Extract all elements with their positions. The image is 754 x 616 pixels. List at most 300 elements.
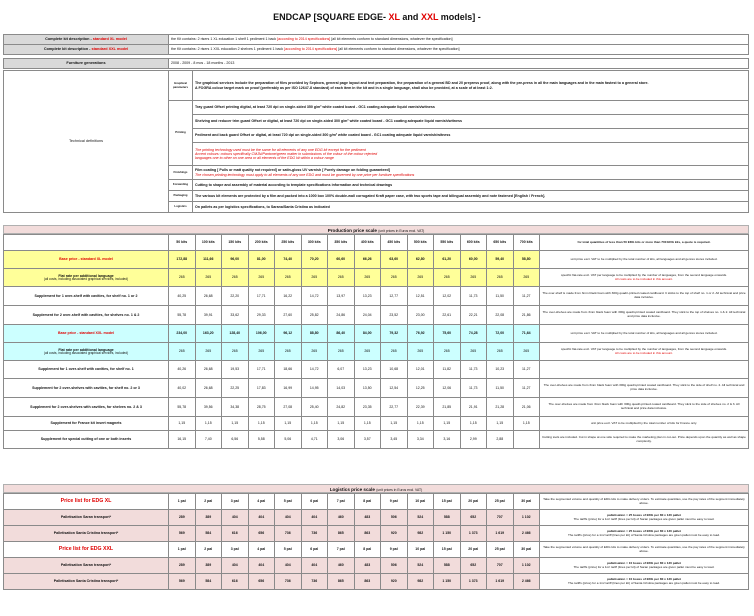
production-price-cell: 1,15 <box>195 417 222 431</box>
production-column-header: 100 kits <box>195 235 222 251</box>
production-column-header: 550 kits <box>434 235 461 251</box>
production-price-cell: 22,61 <box>434 306 461 325</box>
logistics-column-header: 20 pal <box>460 494 487 510</box>
production-price-cell: 3,57 <box>354 431 381 449</box>
production-price-cell: 70,20 <box>301 251 328 269</box>
logistics-price-cell: 2 466 <box>513 574 540 590</box>
production-row <box>4 343 749 361</box>
production-price-cell: 265 <box>222 269 249 287</box>
production-price-cell: 1,15 <box>354 417 381 431</box>
logistics-column-header: 3 pal <box>222 542 249 558</box>
logistics-price-cell: 584 <box>195 574 222 590</box>
production-price-cell: 172,88 <box>169 251 196 269</box>
production-price-cell: 22,20 <box>222 287 249 306</box>
production-price-cell: 25,40 <box>301 398 328 417</box>
production-price-cell: 22,21 <box>460 306 487 325</box>
production-price-cell: 81,00 <box>248 251 275 269</box>
production-price-cell: 11,50 <box>487 379 514 398</box>
production-price-cell: 19,53 <box>222 361 249 379</box>
production-price-cell: 11,27 <box>513 287 540 306</box>
logistics-price-cell: 404 <box>222 558 249 574</box>
kit-description-table <box>3 34 749 69</box>
production-price-cell: 265 <box>195 269 222 287</box>
production-price-cell: 96,00 <box>222 251 249 269</box>
production-price-cell: 265 <box>275 269 302 287</box>
technical-definitions-table <box>3 70 749 213</box>
logistics-column-header: 7 pal <box>328 494 355 510</box>
production-price-cell: 74,28 <box>460 325 487 343</box>
logistics-row-label: Palletisation Saran transport* <box>4 558 169 574</box>
logistics-price-cell: 584 <box>195 526 222 542</box>
logistics-label: Logistics <box>169 202 193 213</box>
logistics-price-header <box>3 484 749 493</box>
logistics-row-note: palletisation = 10 boxes of EDG per 80 x 120 pallet The tariffs (price) for a 1m² tariff (lines per kit) of Santa Cristina packages are given pallet must be easy to load. <box>540 574 749 590</box>
production-row <box>4 269 749 287</box>
page-title <box>0 6 754 28</box>
production-row <box>4 361 749 379</box>
technical-definitions-label: Technical definitions <box>4 71 169 213</box>
logistics-price-band <box>3 484 749 590</box>
logistics-price-cell: 289 <box>169 558 196 574</box>
production-price-cell: 55,78 <box>169 398 196 417</box>
logistics-price-cell: 389 <box>195 510 222 526</box>
production-column-header: 300 kits <box>301 235 328 251</box>
logistics-price-cell: 736 <box>301 526 328 542</box>
production-price-cell: 17,83 <box>248 379 275 398</box>
production-price-cell: 265 <box>434 269 461 287</box>
production-column-header: 400 kits <box>354 235 381 251</box>
production-price-cell: 163,20 <box>195 325 222 343</box>
production-price-cell: 12,51 <box>407 287 434 306</box>
production-row-note: specific flat-rate excl. VAT per language to be multiplied by the number of languages, from the second language onwards. All costs are to be included in this amount. <box>540 269 749 287</box>
graphic-text-2: A FOGRA colour target mark on proof (preferably as per ISO 12647-8 standard) of each item in the kit and in a single language, shall also be provided, at a scale of at least 1:2. <box>195 86 493 90</box>
production-row <box>4 417 749 431</box>
production-price-cell: 13,23 <box>354 361 381 379</box>
production-price-cell: 60,60 <box>328 251 355 269</box>
production-price-cell: 75,60 <box>434 325 461 343</box>
production-price-cell: 265 <box>248 343 275 361</box>
title-suffix: models] - <box>440 12 481 22</box>
production-price-cell: 12,06 <box>434 379 461 398</box>
production-price-cell: 13,97 <box>328 287 355 306</box>
production-price-cell: 22,25 <box>222 379 249 398</box>
forwarding-label: Forwarding <box>169 180 193 191</box>
production-price-cell: 265 <box>381 343 408 361</box>
logistics-price-cell: 460 <box>328 558 355 574</box>
logistics-price-cell: 863 <box>354 574 381 590</box>
production-price-cell: 265 <box>354 269 381 287</box>
kit-row-text: the Kit contains: 2 risers 1 XL education 1 shelf 1 pediment 1 back [according to 2014 specifications] [all kit elements conform to standard dimensions, whatever the specification] <box>169 35 749 45</box>
logistics-price-cell: 569 <box>169 574 196 590</box>
production-price-cell: 265 <box>328 343 355 361</box>
logistics-row-label: Palletisation Saran transport* <box>4 510 169 526</box>
logistics-price-cell: 404 <box>222 510 249 526</box>
production-price-cell: 22,39 <box>407 398 434 417</box>
logistics-column-header: 3 pal <box>222 494 249 510</box>
production-price-cell: 21,06 <box>513 398 540 417</box>
logistics-block-heading: Price list for EDG XL <box>4 494 169 510</box>
production-price-cell: 265 <box>169 269 196 287</box>
production-price-cell: 63,60 <box>381 251 408 269</box>
production-price-cell: 10,23 <box>487 361 514 379</box>
logistics-price-cell: 736 <box>301 574 328 590</box>
production-price-cell: 1,15 <box>301 417 328 431</box>
logistics-price-cell: 588 <box>434 510 461 526</box>
logistics-header-title: Logistics price scale <box>329 487 375 492</box>
kit-description-band <box>3 34 749 69</box>
kit-row-label: Furniture generations <box>4 59 169 69</box>
logistics-price-cell: 483 <box>354 510 381 526</box>
production-price-table <box>3 234 749 449</box>
production-price-cell: 12,25 <box>407 379 434 398</box>
logistics-column-header: 9 pal <box>381 494 408 510</box>
production-row <box>4 398 749 417</box>
production-price-cell: 11,27 <box>513 361 540 379</box>
production-price-cell: 88,80 <box>301 325 328 343</box>
production-price-cell: 61,20 <box>434 251 461 269</box>
kit-row-label: Complete kit description - standard XL model <box>4 35 169 45</box>
production-row-label: Supplement for 2 over-shelves with cavities, for shelf no. 2 or 3 <box>4 379 169 398</box>
production-price-cell: 3,06 <box>328 431 355 449</box>
logistics-heading-row <box>4 542 749 558</box>
production-row-note: The over-shelves are made from 3mm black foam with 300g quadri-printed coated cardboard. They stick to the side of shelves no. 2 & 3. All technical and price data inclusive. <box>540 398 749 417</box>
logistics-price-cell: 1 619 <box>487 574 514 590</box>
production-price-cell: 11,73 <box>460 287 487 306</box>
logistics-price-cell: 865 <box>328 526 355 542</box>
logistics-price-cell: 920 <box>381 526 408 542</box>
production-price-cell: 39,56 <box>195 398 222 417</box>
production-column-header: 450 kits <box>381 235 408 251</box>
title-and: and <box>402 12 419 22</box>
production-price-cell: 28,75 <box>248 398 275 417</box>
production-price-cell: 2,88 <box>487 431 514 449</box>
logistics-price-cell: 707 <box>487 510 514 526</box>
production-price-cell: 27,08 <box>275 398 302 417</box>
logistics-price-cell: 1 373 <box>460 574 487 590</box>
kit-row-text: 2008 - 2009 - 8 mos - 18 months - 2013 <box>169 59 749 69</box>
logistics-column-header: 15 pal <box>434 494 461 510</box>
logistics-row-note: palletisation = 10 boxes of EDG per 80 x 120 pallet The tariffs (price) for a 1m² tariff (lines per kit) of Saran packages are given pallet must be easy to load. <box>540 558 749 574</box>
production-price-cell: 72,00 <box>487 325 514 343</box>
production-price-cell: 1,15 <box>381 417 408 431</box>
production-row <box>4 431 749 449</box>
production-price-cell: 17,71 <box>248 361 275 379</box>
production-price-cell: 4,71 <box>301 431 328 449</box>
production-price-cell: 6,56 <box>222 431 249 449</box>
logistics-column-header: 2 pal <box>195 542 222 558</box>
production-price-cell: 265 <box>195 343 222 361</box>
production-row-label: Base price - standard XXL model <box>4 325 169 343</box>
production-price-cell: 55,78 <box>169 306 196 325</box>
production-price-cell: 3,45 <box>381 431 408 449</box>
production-row-note: Cutting tools are included. Cut in shape at one side required to make the marketing plan in cut-out. Price depends upon the quantity as well as shape complexity. <box>540 431 749 449</box>
production-price-cell: 265 <box>275 343 302 361</box>
production-price-cell: 24,82 <box>328 398 355 417</box>
production-price-cell: 71,64 <box>513 325 540 343</box>
packaging-text: The various kit elements are protected by a film and packed into a 1000 box 100% double-wall corrugated Kraft paper case, with two sports tape and bilingual assembly and note fastened [English / French]. <box>193 191 749 202</box>
logistics-price-cell: 569 <box>169 526 196 542</box>
production-price-cell: 16,15 <box>169 431 196 449</box>
production-row-note: specific flat-rate excl. VAT per language to be multiplied by the number of languages, from the second language onwards. All costs are to be included in this amount. <box>540 343 749 361</box>
production-price-cell: 11,82 <box>434 361 461 379</box>
production-column-header: 500 kits <box>407 235 434 251</box>
production-price-cell: 1,15 <box>407 417 434 431</box>
logistics-column-header: 10 pal <box>407 542 434 558</box>
logistics-heading-row <box>4 494 749 510</box>
logistics-price-cell: 389 <box>195 558 222 574</box>
production-price-cell: 23,52 <box>381 306 408 325</box>
logistics-price-cell: 2 466 <box>513 526 540 542</box>
printing-note-2: Accent colours: colours specifically CMJN/Pantone/green matter in submissions of the colour of the colour rejected <box>195 151 378 156</box>
production-price-cell: 58,80 <box>513 251 540 269</box>
forwarding-text: Cutting to shape and assembly of material according to template specifications information and technical drawings <box>193 180 749 191</box>
logistics-column-note: Take the segmented volume and quantity of EDG kits to make delivery orders. To estimate quantities, use the pay rates of the segment immediately above. <box>540 542 749 558</box>
logistics-price-cell: 736 <box>275 526 302 542</box>
production-price-cell: 66,26 <box>354 251 381 269</box>
logistics-price-cell: 1 373 <box>460 526 487 542</box>
production-row-label: Supplement for France kit insert magnets <box>4 417 169 431</box>
production-row-note: The over-shelves are made from 3mm black foam with 300g quadri-printed coated cardboard. They stick to the side of shelf no. 2. All technical and price data inclusive. <box>540 379 749 398</box>
production-row-note: unit price excl. VAT to be multiplied by the total number of kits, all languages and all genres stores included. <box>540 251 749 269</box>
production-price-cell: 25,82 <box>301 306 328 325</box>
production-row <box>4 325 749 343</box>
logistics-row <box>4 574 749 590</box>
graphic-parameters-text <box>193 71 749 101</box>
production-column-header: 150 kits <box>222 235 249 251</box>
finishings-text <box>193 166 749 180</box>
print-row-shelving: Shelving and reducer trim guard Offset or digital, at least 720 dpi on single-sided 300 g/m² white coated board - GC1 coating adequate liquid varnish/witness <box>193 115 749 129</box>
production-price-cell: 265 <box>248 269 275 287</box>
production-price-cell: 39,91 <box>195 306 222 325</box>
logistics-row-note: palletisation = 25 boxes of EDG per 80 x 120 pallet The tariffs (price) for a 1m² tariff (lines per kit) of Saran packages are given pallet must be easy to load. <box>540 510 749 526</box>
logistics-price-cell: 616 <box>222 526 249 542</box>
logistics-price-cell: 865 <box>328 574 355 590</box>
production-price-cell: 29,33 <box>248 306 275 325</box>
finishings-text-main: Film coating [ Pulls or matt quality not required] or satin-gloss UV varnish [ Purely damage on folding guaranteed] <box>195 168 390 173</box>
title-xxl: XXL <box>420 12 439 22</box>
logistics-price-cell: 506 <box>381 558 408 574</box>
logistics-price-cell: 524 <box>407 558 434 574</box>
logistics-price-cell: 404 <box>301 558 328 574</box>
production-price-cell: 21,91 <box>460 398 487 417</box>
production-price-cell: 265 <box>381 269 408 287</box>
logistics-column-header: 2 pal <box>195 494 222 510</box>
production-price-cell: 265 <box>354 343 381 361</box>
production-price-cell: 265 <box>222 343 249 361</box>
title-prefix: ENDCAP [SQUARE EDGE- <box>273 12 387 22</box>
production-price-cell: 14,95 <box>301 379 328 398</box>
logistics-column-header: 25 pal <box>487 494 514 510</box>
production-price-cell: 1,15 <box>460 417 487 431</box>
logistics-price-cell: 404 <box>248 558 275 574</box>
logistics-price-cell: 524 <box>407 510 434 526</box>
production-column-header: 650 kits <box>487 235 514 251</box>
logistics-column-header: 20 pal <box>460 542 487 558</box>
logistics-block-heading: Price list for EDG XXL <box>4 542 169 558</box>
production-price-cell: 14,72 <box>301 287 328 306</box>
logistics-price-cell: 483 <box>354 558 381 574</box>
logistics-column-header: 1 pal <box>169 542 196 558</box>
production-price-cell: 18,66 <box>275 361 302 379</box>
production-price-cell: 40,26 <box>169 361 196 379</box>
logistics-price-cell: 616 <box>222 574 249 590</box>
production-row-note: unit price excl. VAT to be multiplied by the total number of kits for France only. <box>540 417 749 431</box>
logistics-row-label: Palletisation Santa Cristina transport* <box>4 526 169 542</box>
production-price-cell: 12,77 <box>381 287 408 306</box>
production-row-note <box>540 361 749 379</box>
logistics-column-header: 25 pal <box>487 542 514 558</box>
logistics-price-cell: 404 <box>275 558 302 574</box>
production-price-cell: 23,35 <box>354 398 381 417</box>
print-row-tray: Tray guard Offset printing digital, at least 720 dpi on single-sided 350 g/m² white coated board - GC1 coating adequate liquid varnish/witness <box>193 101 749 115</box>
production-price-cell: 24,04 <box>354 306 381 325</box>
production-price-cell: 21,28 <box>487 398 514 417</box>
production-column-header-row <box>4 235 749 251</box>
production-price-cell: 21,85 <box>434 398 461 417</box>
production-price-band <box>3 225 749 449</box>
logistics-price-cell: 652 <box>460 510 487 526</box>
logistics-column-header: 4 pal <box>248 542 275 558</box>
logistics-column-header: 8 pal <box>354 542 381 558</box>
production-row-label: Supplement for 1 over-shelf with cavities, for shelf no. 1 <box>4 361 169 379</box>
production-price-cell: 1,15 <box>275 417 302 431</box>
logistics-column-header: 30 pal <box>513 494 540 510</box>
production-price-cell: 106,00 <box>248 325 275 343</box>
production-price-cell: 13,50 <box>354 379 381 398</box>
logistics-price-cell: 506 <box>381 510 408 526</box>
packaging-label: Packaging <box>169 191 193 202</box>
production-column-header: 600 kits <box>460 235 487 251</box>
production-price-cell: 26,68 <box>195 361 222 379</box>
print-row-pediment: Pediment and back guard Offset or digital, at least 720 dpi on single-sided 300 g/m² white coated board - GC1 coating adequate liquid varnish/witness <box>193 129 749 143</box>
logistics-price-cell: 460 <box>328 510 355 526</box>
production-row <box>4 251 749 269</box>
production-price-cell: 22,08 <box>487 306 514 325</box>
production-price-cell: 16,22 <box>275 287 302 306</box>
production-price-cell: 16,99 <box>275 379 302 398</box>
production-price-cell: 111,66 <box>195 251 222 269</box>
production-row <box>4 287 749 306</box>
logistics-price-table <box>3 493 749 590</box>
production-price-cell: 17,71 <box>248 287 275 306</box>
logistics-price-cell: 920 <box>381 574 408 590</box>
logistics-column-header: 6 pal <box>301 542 328 558</box>
production-price-cell: 6,07 <box>328 361 355 379</box>
logistics-price-cell: 1 102 <box>513 558 540 574</box>
production-price-cell: 265 <box>487 343 514 361</box>
production-price-cell: 11,73 <box>460 379 487 398</box>
production-price-cell: 265 <box>487 269 514 287</box>
logistics-price-cell: 404 <box>248 510 275 526</box>
finishings-note: The chosen printing technology must apply to all elements of any one EDG and must be governed by one price per furniture specifications <box>195 172 415 177</box>
production-price-cell: 11,73 <box>460 361 487 379</box>
logistics-column-header: 30 pal <box>513 542 540 558</box>
logistics-row-note: palletisation = 25 boxes of EDG per 80 x 120 pallet The tariffs (price) for a 1m² tariff (lines per kit) of Santa Cristina packages are given pallet must be easy to load. <box>540 526 749 542</box>
production-row-label: Flat rate per additional language (all costs, including associated graphical services, included) <box>4 269 169 287</box>
production-price-cell: 40,02 <box>169 379 196 398</box>
production-price-cell: 14,03 <box>328 379 355 398</box>
production-price-cell: 1,15 <box>222 417 249 431</box>
production-price-cell: 2,99 <box>460 431 487 449</box>
production-row-label: Flat rate per additional language (all costs, including associated graphical services, included) <box>4 343 169 361</box>
kit-row <box>4 59 749 69</box>
logistics-text: On pallets as per logistics specifications, to Sarana/Santa Cristina as indicated <box>193 202 749 213</box>
production-price-cell: 1,15 <box>169 417 196 431</box>
logistics-price-cell: 707 <box>487 558 514 574</box>
logistics-price-cell: 1 619 <box>487 526 514 542</box>
production-price-cell: 3,34 <box>407 431 434 449</box>
production-row-note: The over-shelf is made from 3mm black foam with 300g quadri-printed coated cardboard. It sticks to the top of shelf no. 1 or 2. All technical and price data inclusive. <box>540 287 749 306</box>
production-price-cell: 26,68 <box>195 287 222 306</box>
production-row-label: Supplement for 2 over-shelf with cavities, for shelves no. 1 & 2 <box>4 306 169 325</box>
kit-row-text: the Kit contains: 2 risers 1 XXL education 2 shelves 1 pediment 1 back [according to 2014 specifications] [all kit elements conform to standard dimensions, whatever the specification] <box>169 45 749 55</box>
production-column-note: for total quantities of less than 50 EDG kits or more than 700 EDG kits, a quote is required. <box>540 235 749 251</box>
logistics-price-cell: 289 <box>169 510 196 526</box>
production-column-header: 250 kits <box>275 235 302 251</box>
production-price-cell: 14,72 <box>301 361 328 379</box>
production-column-header: 200 kits <box>248 235 275 251</box>
production-price-cell: 40,25 <box>169 287 196 306</box>
kit-row <box>4 45 749 55</box>
production-header-note: (unit prices in Euros excl. VAT) <box>378 229 425 233</box>
production-price-cell: 1,15 <box>513 417 540 431</box>
kit-row-label: Complete kit description - standard XXL model <box>4 45 169 55</box>
production-price-cell: 96,12 <box>275 325 302 343</box>
logistics-price-cell: 1 150 <box>434 526 461 542</box>
production-price-cell: 5,06 <box>275 431 302 449</box>
production-price-cell: 265 <box>301 343 328 361</box>
production-price-cell: 265 <box>328 269 355 287</box>
production-price-cell: 265 <box>513 269 540 287</box>
production-price-cell: 62,80 <box>407 251 434 269</box>
production-price-cell: 128,40 <box>222 325 249 343</box>
logistics-price-cell: 588 <box>434 558 461 574</box>
production-price-cell: 21,86 <box>513 306 540 325</box>
production-price-cell: 13,23 <box>354 287 381 306</box>
logistics-column-header: 5 pal <box>275 494 302 510</box>
printing-label: Printing <box>169 101 193 166</box>
production-price-cell: 59,40 <box>487 251 514 269</box>
production-row <box>4 306 749 325</box>
logistics-row-label: Palletisation Santa Cristina transport* <box>4 574 169 590</box>
production-price-cell <box>513 431 540 449</box>
production-price-cell: 265 <box>169 343 196 361</box>
logistics-price-cell: 652 <box>460 558 487 574</box>
production-price-cell: 74,40 <box>275 251 302 269</box>
production-price-cell: 265 <box>460 269 487 287</box>
production-price-cell: 79,32 <box>381 325 408 343</box>
logistics-price-cell: 656 <box>248 574 275 590</box>
production-price-cell: 265 <box>513 343 540 361</box>
logistics-column-header: 9 pal <box>381 542 408 558</box>
logistics-column-header: 6 pal <box>301 494 328 510</box>
title-xl: XL <box>388 12 400 22</box>
production-price-cell: 27,60 <box>275 306 302 325</box>
production-price-cell: 12,02 <box>434 287 461 306</box>
production-row-label: Supplement for special cutting of one or both inserts <box>4 431 169 449</box>
logistics-price-cell: 656 <box>248 526 275 542</box>
production-price-cell: 26,68 <box>195 379 222 398</box>
production-row <box>4 379 749 398</box>
production-price-cell: 265 <box>407 343 434 361</box>
logistics-column-header: 15 pal <box>434 542 461 558</box>
logistics-price-cell: 404 <box>275 510 302 526</box>
logistics-column-header: 7 pal <box>328 542 355 558</box>
production-price-cell: 86,40 <box>328 325 355 343</box>
production-row-note: unit price excl. VAT to be multiplied by the total number of kits, all languages and all genres stores included. <box>540 325 749 343</box>
production-price-cell: 265 <box>434 343 461 361</box>
production-price-cell: 1,15 <box>248 417 275 431</box>
